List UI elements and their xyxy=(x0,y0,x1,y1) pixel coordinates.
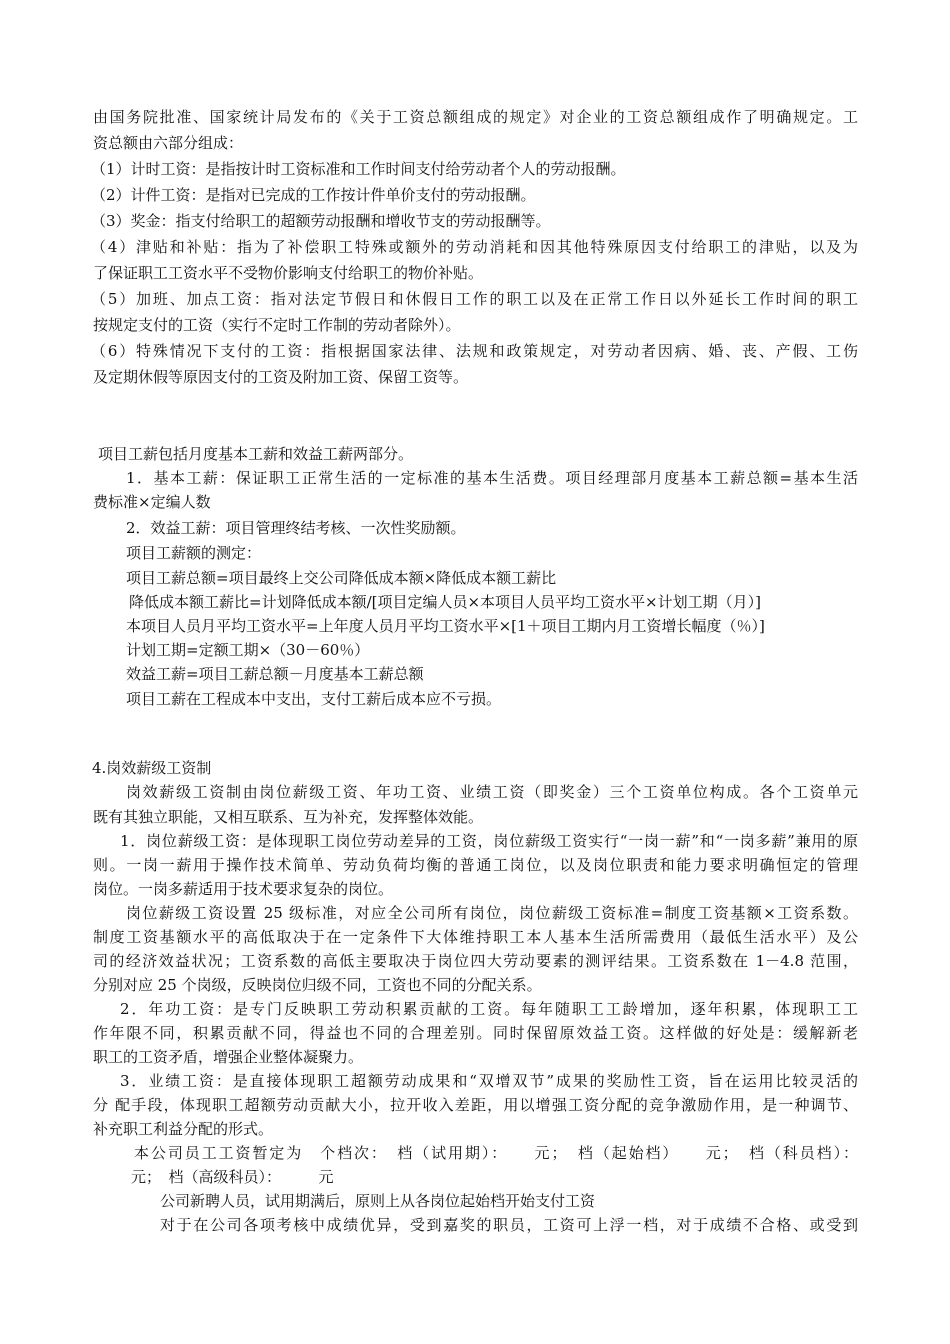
formula-performance-pay: 效益工薪=项目工薪总额－月度基本工薪总额 xyxy=(126,665,424,683)
achievement-pay-line-1: 3．业绩工资：是直接体现职工超额劳动成果和“双增双节”成果的奖励性工资，旨在运用比较灵活的 xyxy=(120,1072,858,1090)
formula-planned-duration: 计划工期=定额工期×（30－60％） xyxy=(126,641,370,659)
new-hire-pay-note: 公司新聘人员，试用期满后，原则上从各岗位起始档开始支付工资 xyxy=(160,1192,596,1210)
grade-standard-line-2: 制度工资基额水平的高低取决于在一定条件下大体维持职工本人基本生活所需费用（最低生活水平）及公 xyxy=(93,928,858,946)
post-grade-pay-line-3: 岗位。一岗多薪适用于技术要求复杂的岗位。 xyxy=(93,880,394,898)
wage-item-5-line-2: 按规定支付的工资（实行不定时工作制的劳动者除外）。 xyxy=(93,316,461,334)
salary-tiers-line-1: 本公司员工工资暂定为 个档次： 档（试用期）： 元； 档（起始档） 元； 档（科员档）： xyxy=(134,1144,858,1162)
post-pay-para-1-line-2: 既有其独立职能，又相互联系、互为补充，发挥整体效能。 xyxy=(93,808,484,826)
grade-standard-line-3: 司的经济效益状况；工资系数的高低主要取决于岗位四大劳动要素的测评结果。工资系数在 1－4.8 范围， xyxy=(93,952,858,970)
wage-item-2: （2）计件工资：是指对已完成的工作按计件单价支付的劳动报酬。 xyxy=(91,186,536,204)
wage-item-6-line-1: （6）特殊情况下支付的工资：指根据国家法律、法规和政策规定，对劳动者因病、婚、丧、产假、工伤 xyxy=(91,342,858,360)
formula-monthly-average: 本项目人员月平均工资水平=上年度人员月平均工资水平×[1＋项目工期内月工资增长幅度（％）] xyxy=(126,617,765,635)
wage-rule-intro-line-1: 由国务院批准、国家统计局发布的《关于工资总额组成的规定》对企业的工资总额组成作了明确规定。工 xyxy=(93,108,858,126)
post-grade-pay-line-1: 1．岗位薪级工资：是体现职工岗位劳动差异的工资，岗位薪级工资实行“一岗一薪”和“一岗多薪”兼用的原 xyxy=(120,832,858,850)
basic-pay-line-2: 费标准×定编人数 xyxy=(93,493,211,511)
wage-item-4-line-1: （4）津贴和补贴：指为了补偿职工特殊或额外的劳动消耗和因其他特殊原因支付给职工的津贴，以及为 xyxy=(91,238,858,256)
wage-item-6-line-2: 及定期休假等原因支付的工资及附加工资、保留工资等。 xyxy=(93,368,469,386)
post-grade-pay-line-2: 则。一岗一薪用于操作技术简单、劳动负荷均衡的普通工岗位，以及岗位职责和能力要求明确恒定的管理 xyxy=(93,856,858,874)
seniority-pay-line-2: 作年限不同，积累贡献不同，得益也不同的合理差别。同时保留原效益工资。这样做的好处是：缓解新老 xyxy=(93,1024,858,1042)
wage-item-3: （3）奖金：指支付给职工的超额劳动报酬和增收节支的劳动报酬等。 xyxy=(91,212,551,230)
project-pay-intro: 项目工薪包括月度基本工薪和效益工薪两部分。 xyxy=(98,445,414,463)
seniority-pay-line-3: 职工的工资矛盾，增强企业整体凝聚力。 xyxy=(93,1048,364,1066)
achievement-pay-line-3: 补充职工利益分配的形式。 xyxy=(93,1120,274,1138)
merit-adjustment-note: 对于在公司各项考核中成绩优异，受到嘉奖的职员，工资可上浮一档，对于成绩不合格、或受到 xyxy=(160,1216,858,1234)
salary-tiers-line-2: 元； 档（高级科员）： 元 xyxy=(131,1168,334,1186)
wage-item-4-line-2: 了保证职工工资水平不受物价影响支付给职工的物价补贴。 xyxy=(93,264,484,282)
formula-total-pay: 项目工薪总额=项目最终上交公司降低成本额×降低成本额工薪比 xyxy=(126,569,557,587)
wage-item-5-line-1: （5）加班、加点工资：指对法定节假日和休假日工作的职工以及在正常工作日以外延长工作时间的职工 xyxy=(91,290,858,308)
basic-pay-line-1: 1．基本工薪：保证职工正常生活的一定标准的基本生活费。项目经理部月度基本工薪总额=基本生活 xyxy=(126,469,858,487)
pay-measurement-title: 项目工薪额的测定： xyxy=(126,544,262,562)
performance-pay: 2．效益工薪：项目管理终结考核、一次性奖励额。 xyxy=(126,519,466,537)
grade-standard-line-4: 分别对应 25 个岗级，反映岗位归级不同，工资也不同的分配关系。 xyxy=(93,976,542,994)
formula-pay-ratio: 降低成本额工薪比=计划降低成本额/[项目定编人员×本项目人员平均工资水平×计划工期（月）] xyxy=(129,593,761,611)
grade-standard-line-1: 岗位薪级工资设置 25 级标准，对应全公司所有岗位，岗位薪级工资标准=制度工资基额×工资系数。 xyxy=(126,904,858,922)
achievement-pay-line-2: 分 配手段，体现职工超额劳动贡献大小，拉开收入差距，用以增强工资分配的竞争激励作用，是一种调节、 xyxy=(93,1096,858,1114)
wage-rule-intro-line-2: 资总额由六部分组成： xyxy=(93,134,244,152)
pay-cost-note: 项目工薪在工程成本中支出，支付工薪后成本应不亏损。 xyxy=(126,690,502,708)
post-pay-para-1-line-1: 岗效薪级工资制由岗位薪级工资、年功工资、业绩工资（即奖金）三个工资单位构成。各个工资单元 xyxy=(126,783,858,801)
wage-item-1: （1）计时工资：是指按计时工资标准和工作时间支付给劳动者个人的劳动报酬。 xyxy=(91,160,626,178)
seniority-pay-line-1: 2．年功工资：是专门反映职工劳动积累贡献的工资。每年随职工工龄增加，逐年积累，体现职工工 xyxy=(120,1000,858,1018)
section-heading-post-pay-system: 4.岗效薪级工资制 xyxy=(92,759,212,777)
